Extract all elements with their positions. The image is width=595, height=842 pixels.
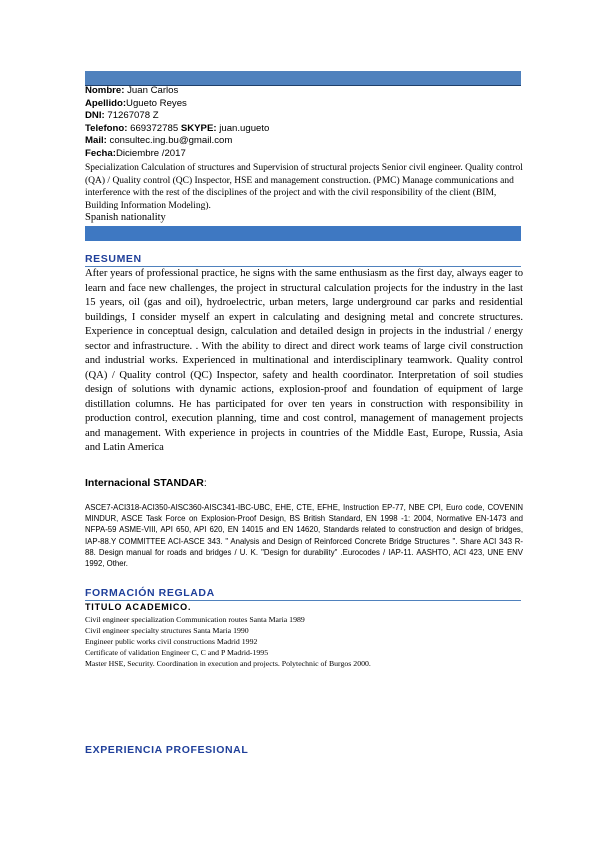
mail-row [85,135,521,148]
study-item: Civil engineer specialty structures Santa Maria 1990 [85,626,249,635]
mail-value: consultec.ing.bu@gmail.com [106,135,233,147]
formacion-heading: FORMACIÓN REGLADA [85,587,521,601]
dni-label: DNI: [85,110,105,122]
nationality-text: Spanish nationality [85,212,166,223]
telefono-value: 669372785 [127,122,181,134]
study-item: Engineer public works civil constructions Madrid 1992 [85,637,258,646]
header-bottom-bar [85,226,521,241]
dni-value: 71267078 Z [104,110,159,122]
telefono-label: Telefono: [85,122,128,134]
nombre-row [85,85,521,98]
telefono-row [85,123,521,136]
fecha-label: Fecha: [85,147,116,159]
resumen-text: After years of professional practice, he signs with the same enthusiasm as the first day, always eager to learn and face new challenges, the project in structural calculation projects for the industry in the last 15 years, oil (gas and oil), hydroelectric, urban meters, large underground car parks and residential buildings, I consider myself an expert in calculating and designing metal and concrete structures. Experience in conceptual design, calculation and detailed design in projects in the industrial / energy sector and infrastructure. . With the ability to direct and direct work teams of large civil construction and industrial works. Experienced in multinational and interdisciplinary teamwork. Quality control (QA) / Quality control (QC) Inspector, safety and health coordinator. Interpretation of soil studies design of solutions with dynamic actions, explosion-proof and foundation of equipment of large distillation columns. He has participated for over ten years in construction with responsibility in production control, execution planning, time and cost control, management of management projects and management. With experience in projects in countries of the Middle East, Europe, Russia, Asia and Latin America [85,268,523,453]
mail-label: Mail: [85,135,107,147]
internacional-title: Internacional STANDAR [85,477,204,489]
resumen-heading: RESUMEN [85,253,521,267]
internacional-heading [85,477,207,489]
study-item: Master HSE, Security. Coordination in execution and projects. Polytechnic of Burgos 2000. [85,659,371,668]
apellido-label: Apellido: [85,97,127,109]
studies-list [85,614,523,669]
fecha-row [85,148,521,161]
study-item: Certificate of validation Engineer C, C and P Madrid-1995 [85,648,269,657]
apellido-row [85,98,521,111]
header-top-bar [85,71,521,86]
internacional-colon: : [203,477,207,489]
titulo-academico: TITULO ACADEMICO. [85,602,192,612]
skype-value: juan.ugueto [216,122,270,134]
study-item: Civil engineer specialization Communication routes Santa Maria 1989 [85,615,305,624]
nombre-label: Nombre: [85,85,125,96]
nombre-value: Juan Carlos [124,85,179,96]
personal-info [85,85,521,161]
standards-text: ASCE7-ACI318-ACI350-AISC360-AISC341-IBC-UBC, EHE, CTE, EFHE, Instruction EP-77, NBE CPI, Euro code, COVENIN MINDUR, ASCE Task Force on Explosion-Proof Design, BS British Standard, EN 1998 -1: 2004, Normative EN-1473 and NFPA-59 ASME-VIII, API 650, API 620, EN 14015 and EN 14620, Standards related to construction and design of bridges, IAP-88.Y COMMITTEE ACI-ASCE 343. " Analysis and Design of Reinforced Concrete Bridge Structures ". Share ACI 343 R-88. Design manual for roads and bridges / U. K. "Design for durability" .Eurocodes / IAP-11. AASHTO, ACI 423, UNE ENV 1992, Other. [85,503,523,569]
skype-label: SKYPE: [180,122,217,134]
specialization-text: Specialization Calculation of structures and Supervision of structural projects Senior civil engineer. Quality control (QA) / Quality control (QC) Inspector, HSE and management construction. (PMC) Manage communications and interference with the rest of the disciplines of the project and with the civil responsibility of the client (BIM, Building Information Modeling). [85,163,523,211]
dni-row [85,110,521,123]
experiencia-heading: EXPERIENCIA PROFESIONAL [85,744,249,756]
apellido-value: Ugueto Reyes [126,97,187,109]
fecha-value: Diciembre /2017 [115,147,186,159]
